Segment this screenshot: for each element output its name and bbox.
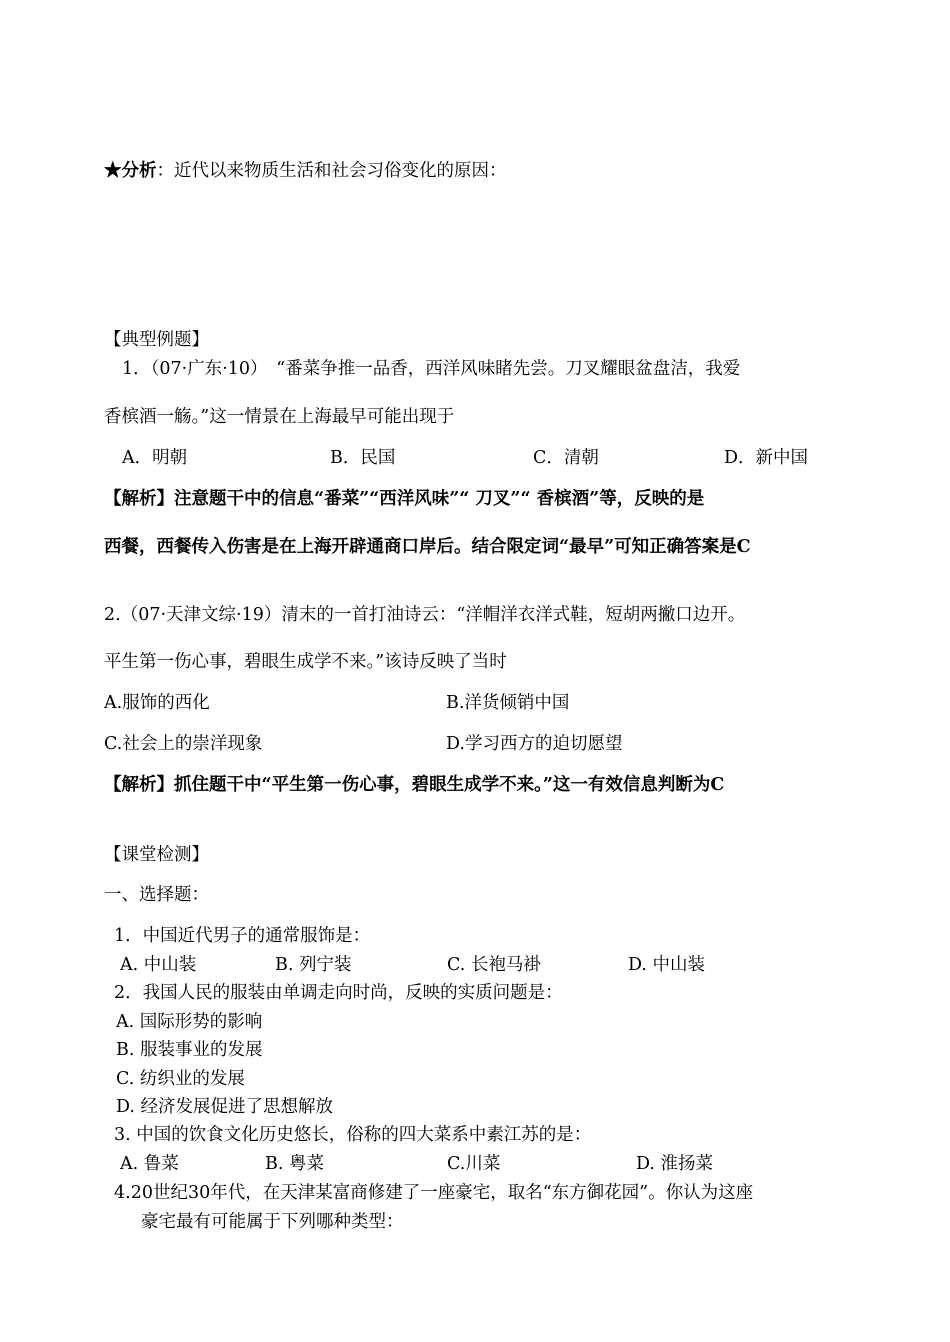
star-icon: ★ xyxy=(104,161,122,181)
check-q1-option-c: C. 长袍马褂 xyxy=(447,955,541,975)
example1-option-b: B．民国 xyxy=(330,448,396,468)
check-q1-stem: 1．中国近代男子的通常服饰是： xyxy=(114,926,371,946)
check-q2-option-c: C. 纺织业的发展 xyxy=(116,1069,245,1089)
example2-analysis: 【解析】抓住题干中“平生第一伤心事，碧眼生成学不来。”这一有效信息判断为C xyxy=(104,775,725,795)
check-section-title: 一、选择题： xyxy=(104,885,209,905)
examples-heading: 【典型例题】 xyxy=(104,330,209,350)
example1-option-d: D．新中国 xyxy=(724,448,809,468)
check-q3-option-d: D. 淮扬菜 xyxy=(636,1154,714,1174)
check-q2-option-a: A. 国际形势的影响 xyxy=(116,1012,263,1032)
analysis-line xyxy=(104,163,507,181)
example1-stem-line1: 1．（07·广东·10） “番菜争推一品香，西洋风味睹先尝。刀叉耀眼盆盘洁，我爱 xyxy=(122,359,741,379)
example2-option-a: A.服饰的西化 xyxy=(104,693,210,713)
check-q3-option-a: A. 鲁菜 xyxy=(120,1154,179,1174)
analysis-label: 分析 xyxy=(121,161,157,181)
check-heading: 【课堂检测】 xyxy=(104,845,209,865)
check-q2-option-b: B. 服装事业的发展 xyxy=(116,1040,263,1060)
check-q3-option-b: B. 粤菜 xyxy=(265,1154,324,1174)
example1-analysis-line1: 【解析】注意题干中的信息“番菜”“西洋风味”“ 刀叉”“ 香槟酒”等，反映的是 xyxy=(104,489,705,509)
check-q2-stem: 2．我国人民的服装由单调走向时尚，反映的实质问题是： xyxy=(114,983,563,1003)
analysis-colon: ： xyxy=(156,161,174,181)
check-q3-option-c: C.川菜 xyxy=(447,1154,501,1174)
example2-stem-line2: 平生第一伤心事，碧眼生成学不来。”该诗反映了当时 xyxy=(104,652,507,672)
check-q2-option-d: D. 经济发展促进了思想解放 xyxy=(116,1097,334,1117)
example2-option-c: C.社会上的崇洋现象 xyxy=(104,734,263,754)
check-q1-option-d: D. 中山装 xyxy=(628,955,706,975)
example2-option-d: D.学习西方的迫切愿望 xyxy=(446,734,623,754)
example2-option-b: B.洋货倾销中国 xyxy=(446,693,570,713)
check-q4-stem-line1: 4.20世纪30年代，在天津某富商修建了一座豪宅，取名“东方御花园”。你认为这座 xyxy=(114,1183,754,1203)
example2-stem-line1: 2.（07·天津文综·19）清末的一首打油诗云：“洋帽洋衣洋式鞋，短胡两撇口边开。 xyxy=(104,605,746,625)
check-q3-stem: 3. 中国的饮食文化历史悠长，俗称的四大菜系中素江苏的是： xyxy=(114,1125,592,1145)
example1-option-c: C．清朝 xyxy=(533,448,599,468)
check-q4-stem-line2: 豪宅最有可能属于下列哪种类型： xyxy=(141,1212,404,1232)
check-q1-option-a: A. 中山装 xyxy=(120,955,197,975)
analysis-text: 近代以来物质生活和社会习俗变化的原因： xyxy=(174,161,507,181)
check-q1-option-b: B. 列宁装 xyxy=(275,955,352,975)
example1-option-a: A．明朝 xyxy=(122,448,188,468)
example1-stem-line2: 香槟酒一觞。”这一情景在上海最早可能出现于 xyxy=(104,407,455,427)
example1-analysis-line2: 西餐，西餐传入伤害是在上海开辟通商口岸后。结合限定词“最早”可知正确答案是C xyxy=(104,537,751,557)
